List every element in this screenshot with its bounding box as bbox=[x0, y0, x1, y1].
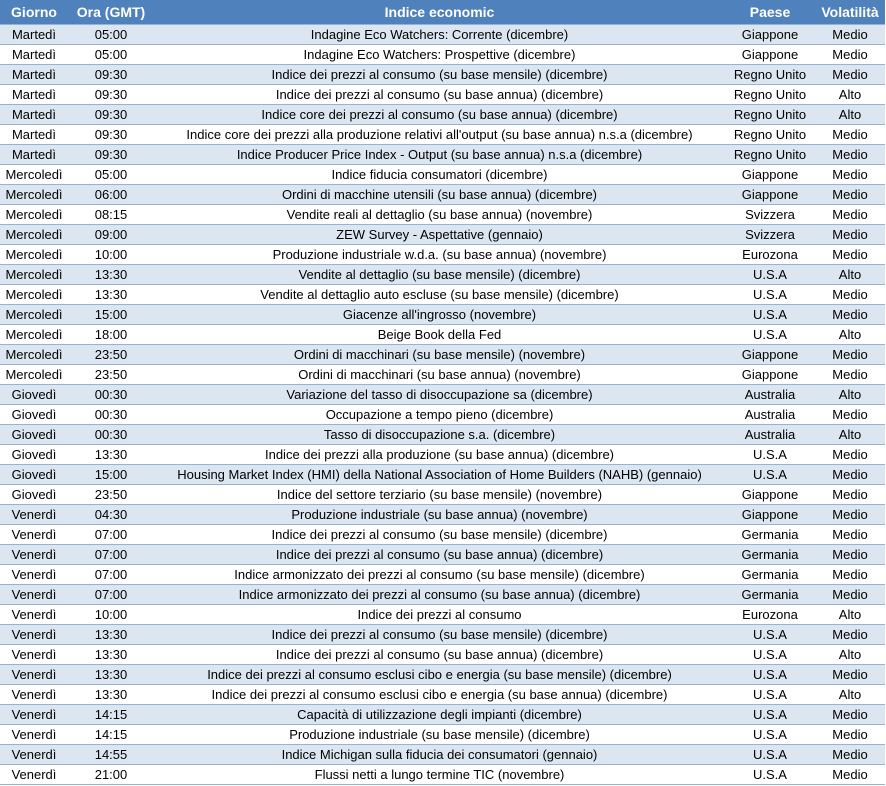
cell-day: Mercoledì bbox=[0, 325, 68, 345]
table-row bbox=[0, 45, 885, 65]
cell-indicator: Produzione industriale w.d.a. (su base annua) (novembre) bbox=[154, 245, 725, 265]
cell-indicator: Giacenze all'ingrosso (novembre) bbox=[154, 305, 725, 325]
cell-day: Mercoledì bbox=[0, 365, 68, 385]
cell-day: Mercoledì bbox=[0, 185, 68, 205]
cell-time: 10:00 bbox=[68, 245, 154, 265]
cell-indicator: Indice fiducia consumatori (dicembre) bbox=[154, 165, 725, 185]
cell-volatility: Medio bbox=[815, 505, 885, 525]
cell-day: Venerdì bbox=[0, 705, 68, 725]
cell-country: Australia bbox=[725, 385, 815, 405]
cell-country: Giappone bbox=[725, 485, 815, 505]
cell-volatility: Alto bbox=[815, 85, 885, 105]
table-row bbox=[0, 665, 885, 685]
cell-volatility: Medio bbox=[815, 405, 885, 425]
table-row bbox=[0, 745, 885, 765]
cell-country: Giappone bbox=[725, 45, 815, 65]
cell-country: Svizzera bbox=[725, 205, 815, 225]
cell-indicator: Ordini di macchine utensili (su base annua) (dicembre) bbox=[154, 185, 725, 205]
cell-country: U.S.A bbox=[725, 445, 815, 465]
table-row bbox=[0, 325, 885, 345]
cell-day: Mercoledì bbox=[0, 225, 68, 245]
header-indicator[interactable]: Indice economic bbox=[154, 0, 725, 25]
cell-time: 05:00 bbox=[68, 25, 154, 45]
table-row bbox=[0, 565, 885, 585]
cell-country: Regno Unito bbox=[725, 85, 815, 105]
cell-indicator: Indice del settore terziario (su base mensile) (novembre) bbox=[154, 485, 725, 505]
table-row bbox=[0, 465, 885, 485]
cell-day: Venerdì bbox=[0, 565, 68, 585]
cell-day: Venerdì bbox=[0, 685, 68, 705]
cell-country: U.S.A bbox=[725, 325, 815, 345]
table-row bbox=[0, 525, 885, 545]
table-row bbox=[0, 725, 885, 745]
cell-indicator: Indagine Eco Watchers: Corrente (dicembre) bbox=[154, 25, 725, 45]
table-row bbox=[0, 125, 885, 145]
cell-time: 13:30 bbox=[68, 625, 154, 645]
table-row bbox=[0, 105, 885, 125]
table-row bbox=[0, 705, 885, 725]
cell-volatility: Alto bbox=[815, 425, 885, 445]
cell-day: Venerdì bbox=[0, 645, 68, 665]
cell-country: Australia bbox=[725, 405, 815, 425]
cell-volatility: Medio bbox=[815, 525, 885, 545]
cell-day: Martedì bbox=[0, 105, 68, 125]
cell-volatility: Medio bbox=[815, 545, 885, 565]
table-row bbox=[0, 485, 885, 505]
cell-country: U.S.A bbox=[725, 465, 815, 485]
cell-country: Regno Unito bbox=[725, 145, 815, 165]
cell-day: Mercoledì bbox=[0, 205, 68, 225]
cell-country: Giappone bbox=[725, 185, 815, 205]
cell-indicator: Indice dei prezzi al consumo (su base mensile) (dicembre) bbox=[154, 525, 725, 545]
cell-volatility: Medio bbox=[815, 465, 885, 485]
cell-country: Giappone bbox=[725, 505, 815, 525]
cell-indicator: Indice dei prezzi al consumo (su base mensile) (dicembre) bbox=[154, 625, 725, 645]
cell-indicator: Produzione industriale (su base annua) (novembre) bbox=[154, 505, 725, 525]
cell-indicator: Indice dei prezzi al consumo bbox=[154, 605, 725, 625]
cell-day: Martedì bbox=[0, 65, 68, 85]
cell-time: 00:30 bbox=[68, 425, 154, 445]
table-row bbox=[0, 385, 885, 405]
cell-time: 05:00 bbox=[68, 165, 154, 185]
cell-day: Venerdì bbox=[0, 665, 68, 685]
cell-day: Venerdì bbox=[0, 505, 68, 525]
cell-indicator: Tasso di disoccupazione s.a. (dicembre) bbox=[154, 425, 725, 445]
cell-country: Giappone bbox=[725, 165, 815, 185]
cell-day: Giovedì bbox=[0, 485, 68, 505]
cell-volatility: Medio bbox=[815, 145, 885, 165]
cell-indicator: Occupazione a tempo pieno (dicembre) bbox=[154, 405, 725, 425]
cell-time: 07:00 bbox=[68, 565, 154, 585]
table-row bbox=[0, 345, 885, 365]
cell-volatility: Medio bbox=[815, 305, 885, 325]
cell-time: 00:30 bbox=[68, 405, 154, 425]
cell-time: 14:15 bbox=[68, 705, 154, 725]
cell-time: 14:15 bbox=[68, 725, 154, 745]
cell-time: 18:00 bbox=[68, 325, 154, 345]
cell-time: 15:00 bbox=[68, 465, 154, 485]
cell-day: Venerdì bbox=[0, 585, 68, 605]
cell-day: Venerdì bbox=[0, 725, 68, 745]
cell-country: U.S.A bbox=[725, 285, 815, 305]
cell-time: 05:00 bbox=[68, 45, 154, 65]
cell-time: 13:30 bbox=[68, 285, 154, 305]
cell-volatility: Medio bbox=[815, 725, 885, 745]
cell-time: 07:00 bbox=[68, 545, 154, 565]
cell-volatility: Alto bbox=[815, 645, 885, 665]
table-row bbox=[0, 165, 885, 185]
cell-day: Mercoledì bbox=[0, 165, 68, 185]
cell-indicator: Indagine Eco Watchers: Prospettive (dicembre) bbox=[154, 45, 725, 65]
cell-indicator: Beige Book della Fed bbox=[154, 325, 725, 345]
cell-volatility: Medio bbox=[815, 485, 885, 505]
cell-day: Venerdì bbox=[0, 605, 68, 625]
cell-day: Venerdì bbox=[0, 625, 68, 645]
header-country[interactable]: Paese bbox=[725, 0, 815, 25]
cell-indicator: Housing Market Index (HMI) della National Association of Home Builders (NAHB) (gennaio) bbox=[154, 465, 725, 485]
cell-country: U.S.A bbox=[725, 685, 815, 705]
cell-volatility: Medio bbox=[815, 125, 885, 145]
cell-indicator: Indice core dei prezzi al consumo (su base annua) (dicembre) bbox=[154, 105, 725, 125]
cell-country: U.S.A bbox=[725, 705, 815, 725]
cell-time: 00:30 bbox=[68, 385, 154, 405]
cell-indicator: Vendite al dettaglio (su base mensile) (dicembre) bbox=[154, 265, 725, 285]
table-row bbox=[0, 545, 885, 565]
cell-indicator: Flussi netti a lungo termine TIC (novembre) bbox=[154, 765, 725, 785]
cell-volatility: Alto bbox=[815, 685, 885, 705]
cell-time: 14:55 bbox=[68, 745, 154, 765]
table-row bbox=[0, 265, 885, 285]
cell-country: Regno Unito bbox=[725, 105, 815, 125]
cell-country: U.S.A bbox=[725, 305, 815, 325]
cell-country: U.S.A bbox=[725, 745, 815, 765]
cell-indicator: Ordini di macchinari (su base mensile) (novembre) bbox=[154, 345, 725, 365]
cell-volatility: Medio bbox=[815, 625, 885, 645]
cell-volatility: Medio bbox=[815, 585, 885, 605]
cell-volatility: Alto bbox=[815, 325, 885, 345]
cell-time: 23:50 bbox=[68, 345, 154, 365]
table-row bbox=[0, 645, 885, 665]
header-time[interactable]: Ora (GMT) bbox=[68, 0, 154, 25]
cell-indicator: Produzione industriale (su base mensile) (dicembre) bbox=[154, 725, 725, 745]
cell-indicator: Indice Producer Price Index - Output (su base annua) n.s.a (dicembre) bbox=[154, 145, 725, 165]
cell-volatility: Medio bbox=[815, 285, 885, 305]
table-row bbox=[0, 425, 885, 445]
cell-time: 23:50 bbox=[68, 485, 154, 505]
table-row bbox=[0, 405, 885, 425]
table-row bbox=[0, 765, 885, 785]
cell-time: 09:30 bbox=[68, 125, 154, 145]
cell-indicator: Vendite reali al dettaglio (su base annua) (novembre) bbox=[154, 205, 725, 225]
cell-country: Germania bbox=[725, 585, 815, 605]
cell-indicator: Indice dei prezzi al consumo esclusi cibo e energia (su base mensile) (dicembre) bbox=[154, 665, 725, 685]
cell-day: Venerdì bbox=[0, 525, 68, 545]
cell-volatility: Medio bbox=[815, 345, 885, 365]
cell-country: Eurozona bbox=[725, 245, 815, 265]
table-row bbox=[0, 445, 885, 465]
cell-volatility: Medio bbox=[815, 445, 885, 465]
table-row bbox=[0, 185, 885, 205]
header-volatility[interactable]: Volatilità bbox=[815, 0, 885, 25]
cell-volatility: Medio bbox=[815, 765, 885, 785]
cell-indicator: Capacità di utilizzazione degli impianti (dicembre) bbox=[154, 705, 725, 725]
cell-country: Giappone bbox=[725, 365, 815, 385]
cell-day: Mercoledì bbox=[0, 345, 68, 365]
cell-country: Giappone bbox=[725, 25, 815, 45]
cell-time: 13:30 bbox=[68, 685, 154, 705]
cell-volatility: Medio bbox=[815, 225, 885, 245]
table-header bbox=[0, 0, 885, 25]
cell-indicator: Vendite al dettaglio auto escluse (su base mensile) (dicembre) bbox=[154, 285, 725, 305]
cell-country: Eurozona bbox=[725, 605, 815, 625]
cell-volatility: Alto bbox=[815, 385, 885, 405]
table-row bbox=[0, 365, 885, 385]
cell-country: Germania bbox=[725, 545, 815, 565]
cell-day: Mercoledì bbox=[0, 245, 68, 265]
cell-time: 09:30 bbox=[68, 105, 154, 125]
cell-volatility: Medio bbox=[815, 665, 885, 685]
cell-day: Venerdì bbox=[0, 545, 68, 565]
cell-volatility: Alto bbox=[815, 105, 885, 125]
cell-day: Martedì bbox=[0, 45, 68, 65]
cell-time: 13:30 bbox=[68, 645, 154, 665]
cell-indicator: Indice dei prezzi alla produzione (su base annua) (dicembre) bbox=[154, 445, 725, 465]
table-row bbox=[0, 285, 885, 305]
cell-indicator: Ordini di macchinari (su base annua) (novembre) bbox=[154, 365, 725, 385]
cell-volatility: Medio bbox=[815, 185, 885, 205]
cell-indicator: Indice Michigan sulla fiducia dei consumatori (gennaio) bbox=[154, 745, 725, 765]
table-row bbox=[0, 585, 885, 605]
cell-country: U.S.A bbox=[725, 645, 815, 665]
cell-time: 13:30 bbox=[68, 445, 154, 465]
cell-day: Martedì bbox=[0, 85, 68, 105]
cell-indicator: ZEW Survey - Aspettative (gennaio) bbox=[154, 225, 725, 245]
cell-volatility: Medio bbox=[815, 705, 885, 725]
cell-day: Giovedì bbox=[0, 385, 68, 405]
table-row bbox=[0, 145, 885, 165]
table-row bbox=[0, 85, 885, 105]
cell-indicator: Indice armonizzato dei prezzi al consumo (su base annua) (dicembre) bbox=[154, 585, 725, 605]
cell-volatility: Medio bbox=[815, 245, 885, 265]
cell-time: 04:30 bbox=[68, 505, 154, 525]
cell-volatility: Medio bbox=[815, 65, 885, 85]
table-row bbox=[0, 65, 885, 85]
cell-country: U.S.A bbox=[725, 725, 815, 745]
cell-time: 23:50 bbox=[68, 365, 154, 385]
cell-volatility: Medio bbox=[815, 25, 885, 45]
cell-indicator: Variazione del tasso di disoccupazione sa (dicembre) bbox=[154, 385, 725, 405]
cell-day: Venerdì bbox=[0, 765, 68, 785]
cell-time: 09:00 bbox=[68, 225, 154, 245]
cell-volatility: Medio bbox=[815, 745, 885, 765]
table-body bbox=[0, 25, 885, 785]
cell-time: 06:00 bbox=[68, 185, 154, 205]
cell-time: 08:15 bbox=[68, 205, 154, 225]
table-row bbox=[0, 505, 885, 525]
table-row bbox=[0, 625, 885, 645]
cell-indicator: Indice dei prezzi al consumo (su base annua) (dicembre) bbox=[154, 545, 725, 565]
cell-time: 13:30 bbox=[68, 665, 154, 685]
cell-day: Giovedì bbox=[0, 445, 68, 465]
cell-time: 15:00 bbox=[68, 305, 154, 325]
cell-indicator: Indice dei prezzi al consumo (su base mensile) (dicembre) bbox=[154, 65, 725, 85]
cell-country: Regno Unito bbox=[725, 65, 815, 85]
table-row bbox=[0, 605, 885, 625]
cell-indicator: Indice dei prezzi al consumo (su base annua) (dicembre) bbox=[154, 645, 725, 665]
cell-country: U.S.A bbox=[725, 625, 815, 645]
cell-country: Germania bbox=[725, 565, 815, 585]
cell-time: 09:30 bbox=[68, 145, 154, 165]
cell-day: Mercoledì bbox=[0, 285, 68, 305]
cell-day: Giovedì bbox=[0, 465, 68, 485]
table-row bbox=[0, 205, 885, 225]
cell-time: 09:30 bbox=[68, 85, 154, 105]
cell-time: 21:00 bbox=[68, 765, 154, 785]
cell-indicator: Indice armonizzato dei prezzi al consumo (su base mensile) (dicembre) bbox=[154, 565, 725, 585]
cell-volatility: Medio bbox=[815, 565, 885, 585]
cell-indicator: Indice dei prezzi al consumo (su base annua) (dicembre) bbox=[154, 85, 725, 105]
cell-country: Australia bbox=[725, 425, 815, 445]
table-row bbox=[0, 25, 885, 45]
cell-country: Germania bbox=[725, 525, 815, 545]
table-row bbox=[0, 245, 885, 265]
cell-day: Giovedì bbox=[0, 425, 68, 445]
cell-volatility: Medio bbox=[815, 205, 885, 225]
cell-volatility: Alto bbox=[815, 265, 885, 285]
cell-country: Regno Unito bbox=[725, 125, 815, 145]
cell-indicator: Indice core dei prezzi alla produzione relativi all'output (su base annua) n.s.a (dicembre) bbox=[154, 125, 725, 145]
cell-country: U.S.A bbox=[725, 265, 815, 285]
cell-country: U.S.A bbox=[725, 765, 815, 785]
cell-time: 13:30 bbox=[68, 265, 154, 285]
cell-day: Mercoledì bbox=[0, 265, 68, 285]
table-row bbox=[0, 305, 885, 325]
cell-volatility: Medio bbox=[815, 165, 885, 185]
table-row bbox=[0, 685, 885, 705]
header-day[interactable]: Giorno bbox=[0, 0, 68, 25]
cell-volatility: Alto bbox=[815, 605, 885, 625]
cell-country: Giappone bbox=[725, 345, 815, 365]
table-row bbox=[0, 225, 885, 245]
cell-country: Svizzera bbox=[725, 225, 815, 245]
cell-time: 09:30 bbox=[68, 65, 154, 85]
cell-day: Martedì bbox=[0, 145, 68, 165]
cell-time: 10:00 bbox=[68, 605, 154, 625]
cell-day: Venerdì bbox=[0, 745, 68, 765]
cell-day: Giovedì bbox=[0, 405, 68, 425]
header-row bbox=[0, 0, 885, 25]
cell-day: Martedì bbox=[0, 25, 68, 45]
cell-day: Martedì bbox=[0, 125, 68, 145]
cell-volatility: Medio bbox=[815, 365, 885, 385]
cell-day: Mercoledì bbox=[0, 305, 68, 325]
cell-country: U.S.A bbox=[725, 665, 815, 685]
cell-time: 07:00 bbox=[68, 585, 154, 605]
cell-volatility: Medio bbox=[815, 45, 885, 65]
cell-time: 07:00 bbox=[68, 525, 154, 545]
cell-indicator: Indice dei prezzi al consumo esclusi cibo e energia (su base annua) (dicembre) bbox=[154, 685, 725, 705]
